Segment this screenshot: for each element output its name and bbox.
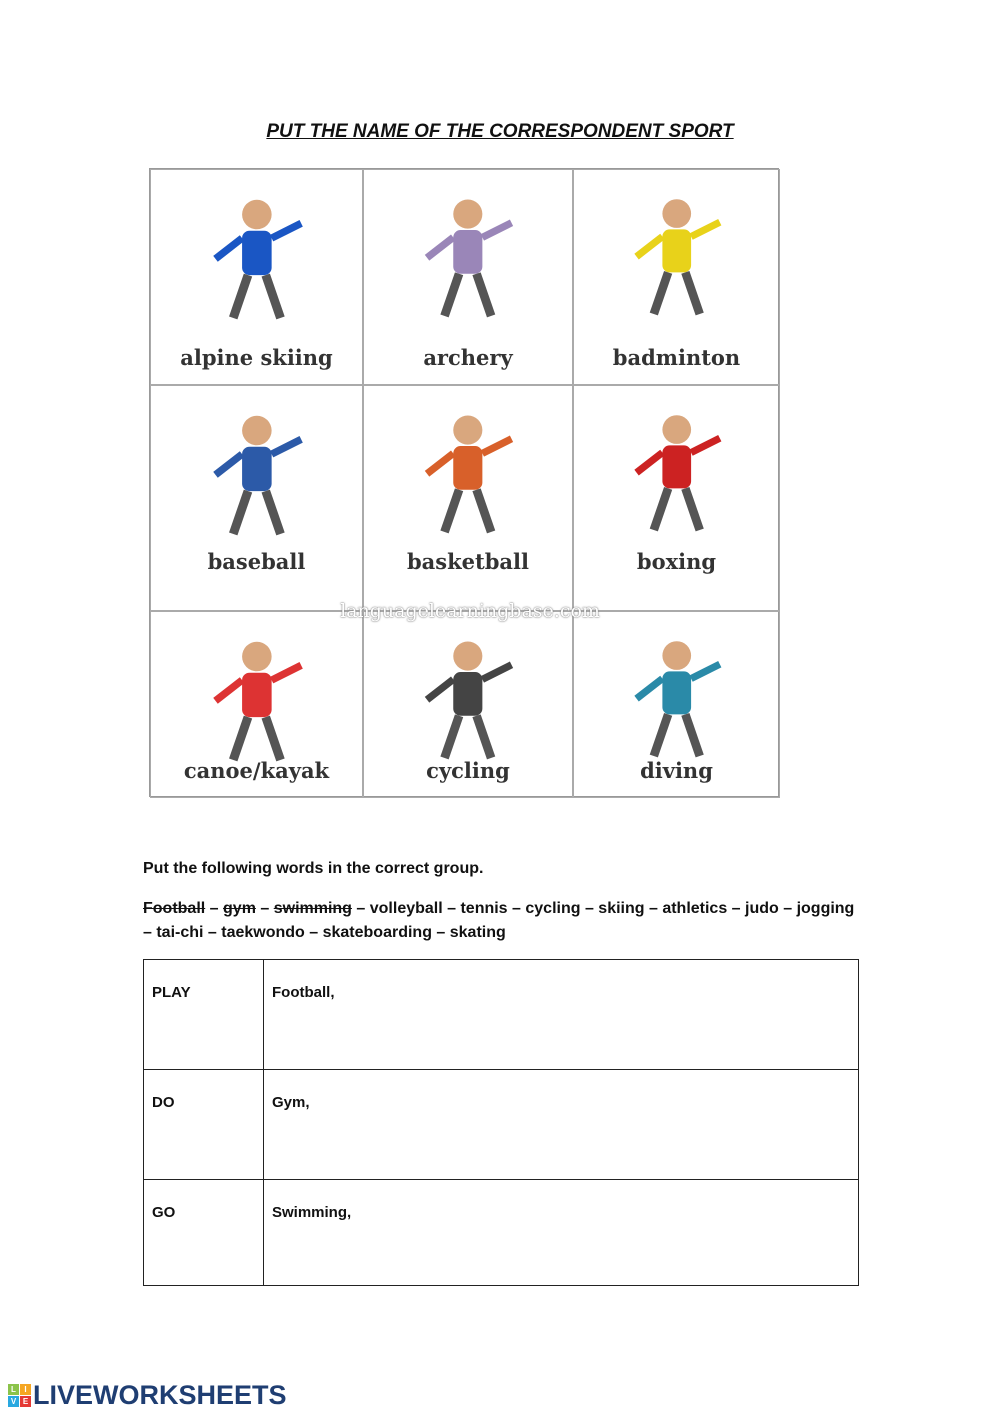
cyclist-icon <box>395 624 541 770</box>
sport-cell <box>150 169 363 385</box>
sport-label: diving <box>640 758 713 783</box>
sport-cell <box>573 611 780 798</box>
instruction: Put the following words in the correct group. <box>143 860 484 877</box>
sport-label: cycling <box>426 758 510 783</box>
boxers-icon <box>605 398 749 542</box>
verb-cell: DO <box>144 1070 264 1180</box>
sport-cell <box>150 611 363 798</box>
sport-cell <box>363 385 573 611</box>
sport-label: badminton <box>612 345 741 370</box>
archer-icon <box>395 182 541 328</box>
remaining-words: – volleyball – tennis – cycling – skiing – athletics – judo – jogging – tai-chi – taekwondo – skateboarding – skating <box>143 900 855 941</box>
sport-label: alpine skiing <box>180 345 333 370</box>
sport-label: canoe/kayak <box>183 758 330 783</box>
watermark: languagelearningbase.com <box>340 600 600 622</box>
struck-word: Football <box>143 900 206 917</box>
badminton-player-icon <box>605 182 749 326</box>
struck-word: swimming <box>273 900 352 917</box>
sport-label: boxing <box>636 549 717 574</box>
sport-cell <box>363 611 573 798</box>
sport-label: archery <box>423 345 513 370</box>
answer-cell[interactable]: Swimming, <box>264 1180 859 1286</box>
table-row <box>144 960 859 1070</box>
struck-word: gym <box>223 900 256 917</box>
word-list: Football – gym – swimming – volleyball – tennis – cycling – skiing – athletics – judo – jogging – tai-chi – taekwondo – skateboarding – skating <box>143 900 855 941</box>
page-title: PUT THE NAME OF THE CORRESPONDENT SPORT <box>266 121 734 142</box>
diver-icon <box>605 624 749 768</box>
table-row <box>144 1070 859 1180</box>
verb-cell: GO <box>144 1180 264 1286</box>
sport-cell <box>573 385 780 611</box>
sport-label: basketball <box>407 549 529 574</box>
kayak-icon <box>183 624 331 772</box>
skier-icon <box>183 182 331 330</box>
basketball-player-icon <box>395 398 541 544</box>
sport-cell <box>573 169 780 385</box>
liveworksheets-logo: L I V E LIVEWORKSHEETS <box>8 1380 287 1411</box>
verb-cell: PLAY <box>144 960 264 1070</box>
answer-cell[interactable]: Football, <box>264 960 859 1070</box>
sport-label: baseball <box>207 549 306 574</box>
sport-cell <box>363 169 573 385</box>
sports-image-grid <box>149 168 779 797</box>
groups-table <box>143 959 859 1286</box>
logo-icon: L I V E <box>8 1384 31 1407</box>
sport-cell <box>150 385 363 611</box>
table-row <box>144 1180 859 1286</box>
answer-cell[interactable]: Gym, <box>264 1070 859 1180</box>
baseball-player-icon <box>183 398 331 546</box>
